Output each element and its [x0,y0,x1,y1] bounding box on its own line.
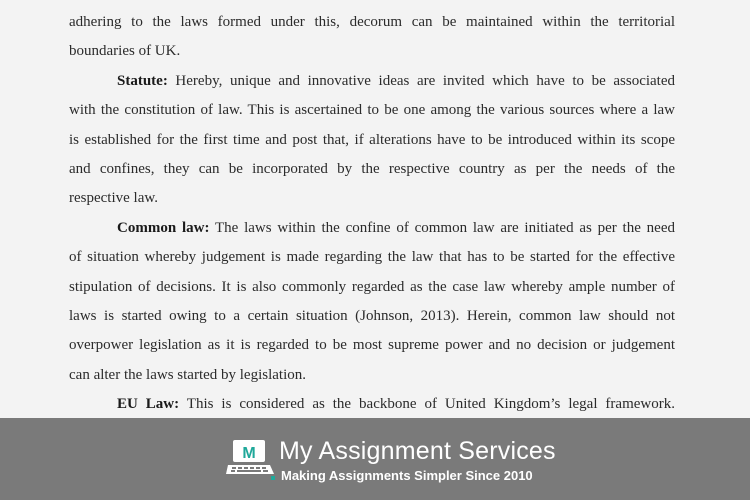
text-line: stipulation of decisions. It is also commonly regarded as the case law whereby ample number of [69,278,675,295]
document-text [69,8,675,419]
text-line: is established for the first time and post that, if alterations have to be introduced within its scope [69,131,675,148]
brand-name: My Assignment Services [279,437,556,465]
section-heading-eu-law: EU Law: [117,396,180,413]
laptop-logo-icon [226,438,276,482]
section-eu-law-line: EU Law: This is considered as the backbone of United Kingdom’s legal framework. [117,396,675,413]
section-heading-statute: Statute: [117,72,168,89]
section-heading-common-law: Common law: [117,219,210,236]
text-line: adhering to the laws formed under this, decorum can be maintained within the territorial [69,14,675,30]
text-line: of situation whereby judgement is made regarding the law that has to be started for the effective [69,249,675,266]
text-line: and confines, they can be incorporated by the respective country as per the needs of the [69,160,675,177]
section-statute-line: Statute: Hereby, unique and innovative ideas are invited which have to be associated [117,72,675,89]
logo-letter: M [242,445,256,462]
text-line: boundaries of UK. [69,43,181,60]
text-line: can alter the laws started by legislation. [69,366,307,383]
section-common-law-line: Common law: The laws within the confine of common law are initiated as per the need [117,219,675,236]
text-line: overpower legislation as it is regarded to be most supreme power and no decision or judgement [69,337,675,354]
text-line: with the constitution of law. This is ascertained to be one among the various sources where a law [69,102,675,119]
brand-tagline: Making Assignments Simpler Since 2010 [281,468,533,483]
text-line: laws is started owing to a certain situation (Johnson, 2013). Herein, common law should not [69,307,675,324]
text-line: respective law. [69,190,158,207]
